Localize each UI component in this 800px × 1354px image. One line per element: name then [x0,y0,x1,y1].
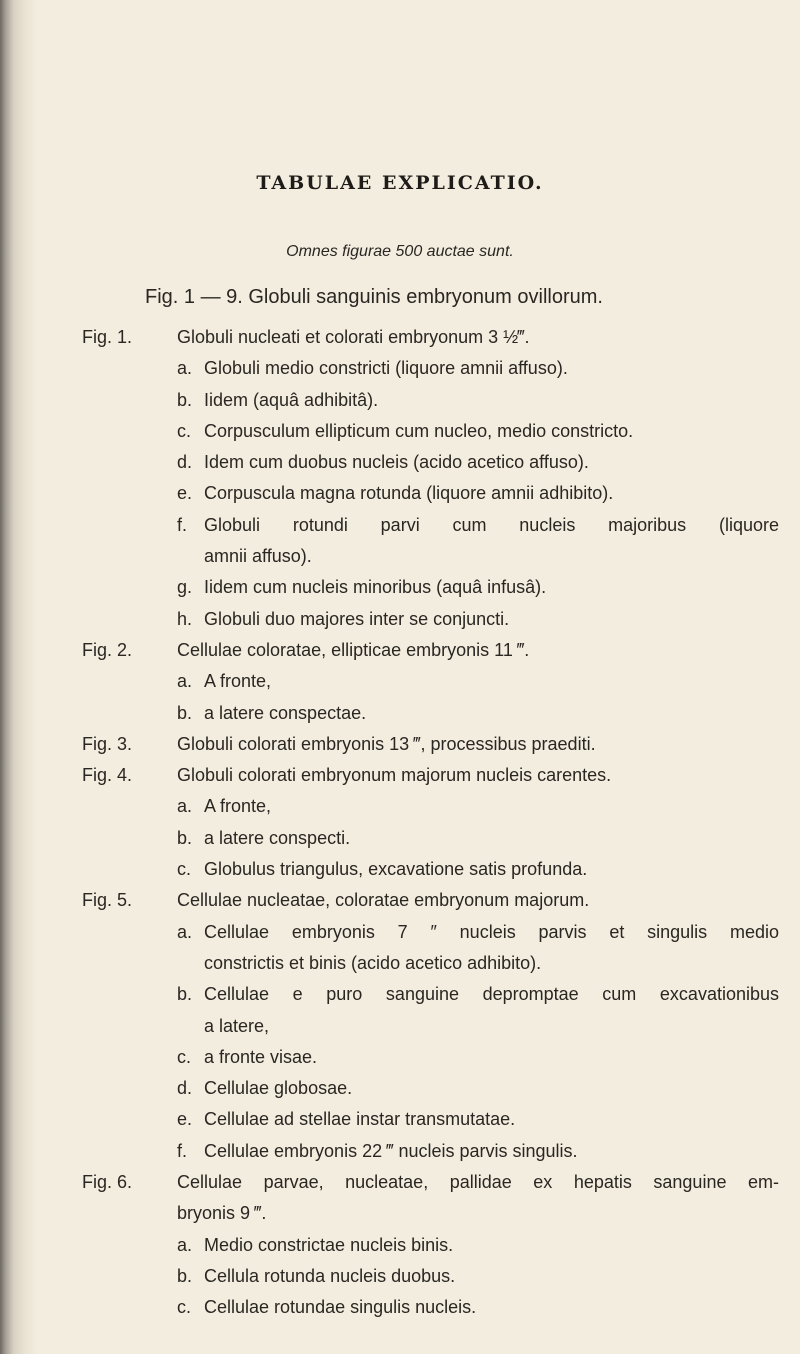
item-text: Cellulae globosae. [204,1078,353,1099]
item-text: constrictis et binis (acido acetico adhibito). [204,952,542,973]
item-text: Medio constrictae nucleis binis. [204,1234,454,1255]
item-letter: c. [177,859,192,880]
figure-entry-continuation [0,1198,800,1229]
item-text: Cellulae embryonis 22 ‴ nucleis parvis singulis. [204,1140,578,1161]
figure-item [0,1136,800,1167]
figure-item [0,353,800,384]
figure-item [0,979,800,1010]
item-text: amnii affuso). [204,546,312,567]
figure-entry [0,760,800,791]
figure-label: Fig. 5. [82,890,133,911]
figure-item-continuation [0,541,800,572]
figure-entry [0,1167,800,1198]
figure-item [0,791,800,822]
figure-item [0,1042,800,1073]
item-text: Cellulae embryonis 7 ″ nucleis parvis et singulis medio [204,921,779,942]
figure-item [0,1073,800,1104]
page-subtitle: Omnes figurae 500 auctae sunt. [286,243,514,260]
figure-item [0,447,800,478]
item-letter: a. [177,1234,193,1255]
item-text: A fronte, [204,671,272,692]
item-text: a latere conspectae. [204,702,367,723]
item-text: Globuli rotundi parvi cum nucleis majoribus (liquore [204,514,779,535]
item-letter: d. [177,1078,193,1099]
item-text: Idem cum duobus nucleis (acido acetico affuso). [204,452,589,473]
figure-description: Globuli nucleati et colorati embryonum 3 ½‴. [177,327,530,347]
figure-item [0,823,800,854]
figure-entry [0,322,800,353]
item-text: a fronte visae. [204,1046,318,1067]
item-letter: a. [177,671,193,692]
page-title: TABULAE EXPLICATIO. [256,172,544,194]
item-text: a latere, [204,1015,270,1036]
figure-description: Globuli colorati embryonum majorum nucleis carentes. [177,765,612,786]
item-letter: a. [177,796,193,817]
figure-description: bryonis 9 ‴. [177,1203,267,1224]
figure-description: Cellulae nucleatae, coloratae embryonum majorum. [177,890,590,911]
figure-item [0,478,800,509]
figure-item [0,854,800,885]
item-letter: b. [177,1265,193,1286]
figure-label: Fig. 6. [82,1172,133,1193]
figure-label: Fig. 4. [82,765,133,786]
item-text: Globuli medio constricti (liquore amnii affuso). [204,358,568,379]
item-letter: a. [177,921,193,942]
item-letter: f. [177,514,188,535]
item-text: Cellula rotunda nucleis duobus. [204,1265,456,1286]
item-letter: d. [177,452,193,473]
figure-description: Globuli colorati embryonis 13 ‴, processibus praediti. [177,733,596,754]
item-text: Cellulae ad stellae instar transmutatae. [204,1109,516,1130]
item-text: Cellulae e puro sanguine depromptae cum excavationibus [204,984,779,1005]
item-letter: c. [177,1297,192,1318]
item-text: Globuli duo majores inter se conjuncti. [204,608,510,629]
figure-entry [0,729,800,760]
item-letter: b. [177,702,193,723]
figure-item [0,698,800,729]
item-letter: e. [177,1109,193,1130]
item-text: Cellulae rotundae singulis nucleis. [204,1297,477,1318]
figure-item [0,604,800,635]
item-text: Corpuscula magna rotunda (liquore amnii adhibito). [204,483,614,504]
figure-item [0,385,800,416]
figure-item-continuation [0,948,800,979]
figure-label: Fig. 3. [82,733,133,754]
item-letter: g. [177,577,193,598]
item-letter: f. [177,1140,188,1161]
item-letter: e. [177,483,193,504]
figure-item [0,666,800,697]
figure-description: Cellulae coloratae, ellipticae embryonis 11 ‴. [177,639,530,660]
figure-item [0,1230,800,1261]
item-text: Iidem cum nucleis minoribus (aquâ infusâ). [204,577,547,598]
figure-item [0,510,800,541]
item-letter: b. [177,389,193,410]
item-letter: c. [177,1046,192,1067]
figure-description: Cellulae parvae, nucleatae, pallidae ex hepatis sanguine em- [177,1172,779,1193]
figure-item [0,1261,800,1292]
item-text: Iidem (aquâ adhibitâ). [204,389,379,410]
figure-item [0,572,800,603]
figure-item [0,917,800,948]
item-letter: b. [177,984,193,1005]
figure-list [0,322,800,1324]
figure-item [0,1104,800,1135]
figure-label: Fig. 1. [82,327,133,347]
figure-item [0,1292,800,1323]
item-letter: h. [177,608,193,629]
figure-entry [0,635,800,666]
item-text: A fronte, [204,796,272,817]
figure-item [0,416,800,447]
item-letter: c. [177,420,192,441]
item-text: Globulus triangulus, excavatione satis profunda. [204,859,588,880]
item-letter: b. [177,827,193,848]
section-heading: Fig. 1 — 9. Globuli sanguinis embryonum ovillorum. [145,286,603,308]
item-text: Corpusculum ellipticum cum nucleo, medio constricto. [204,420,634,441]
figure-label: Fig. 2. [82,639,133,660]
item-text: a latere conspecti. [204,827,351,848]
figure-item-continuation [0,1011,800,1042]
figure-entry [0,885,800,916]
item-letter: a. [177,358,193,379]
